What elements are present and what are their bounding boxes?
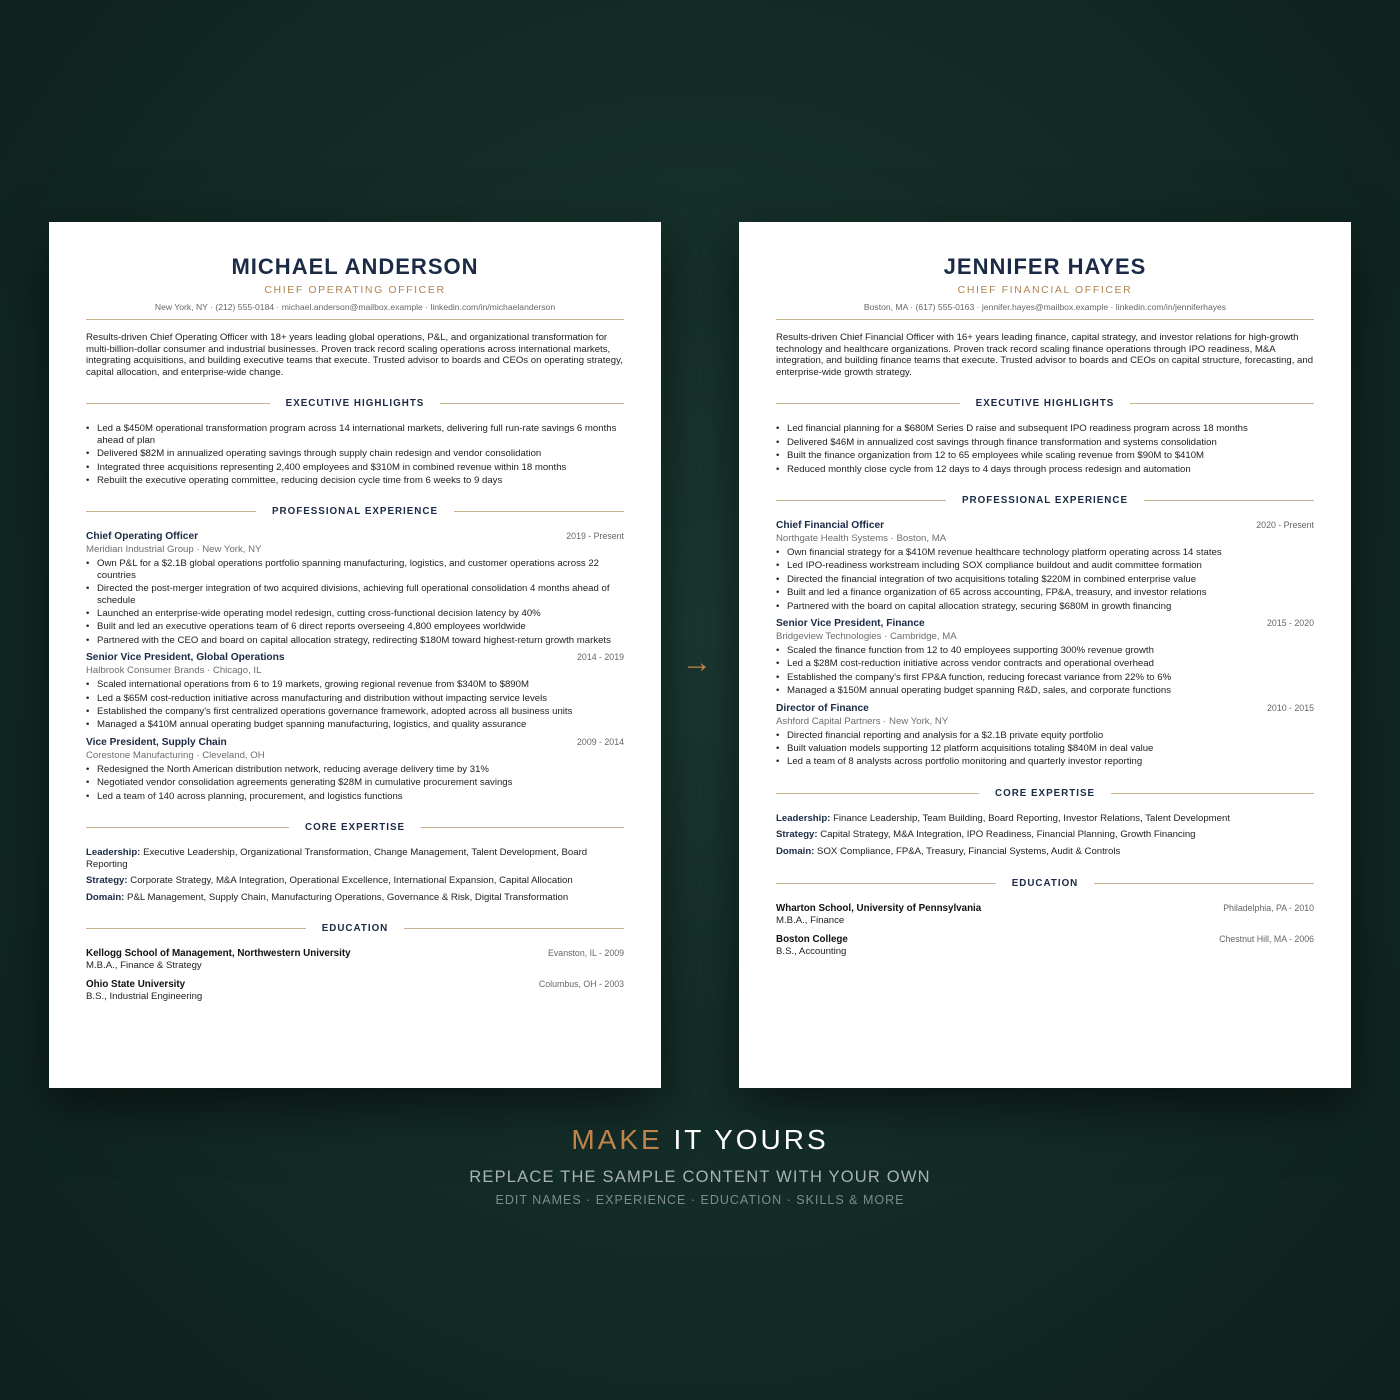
job-bullets: [776, 645, 1314, 697]
cta-subtitle: REPLACE THE SAMPLE CONTENT WITH YOUR OWN: [469, 1168, 931, 1186]
expertise-text: Corporate Strategy, M&A Integration, Operational Excellence, International Expansion, Capital Allocation: [130, 875, 573, 887]
job-bullet: • Launched an enterprise-wide operating model redesign, cutting cross-functional decision latency by 40%: [86, 608, 624, 619]
highlight-item: • Integrated three acquisitions representing 2,400 employees and $310M in combined revenue within 18 months: [86, 462, 624, 473]
contact-line: Boston, MA · (617) 555-0163 · jennifer.hayes@mailbox.example · linkedin.com/in/jenniferhayes: [863, 302, 1227, 312]
candidate-name: JENNIFER HAYES: [943, 254, 1147, 279]
expertise-label: Domain:: [86, 891, 125, 903]
expertise-label: Leadership:: [86, 847, 141, 859]
education-entry: [86, 948, 624, 971]
job-bullet: • Directed the financial integration of two acquisitions totaling $220M in combined enterprise value: [776, 574, 1314, 585]
job-bullets: [86, 764, 624, 802]
expertise-text: SOX Compliance, FP&A, Treasury, Financial Systems, Audit & Controls: [817, 846, 1121, 858]
job-bullet: • Led a $28M cost-reduction initiative across vendor contracts and operational overhead: [776, 658, 1314, 669]
expertise-line: [86, 875, 624, 887]
education-place: Philadelphia, PA - 2010: [1223, 902, 1314, 913]
section-rule: [454, 511, 624, 512]
cta-block: [0, 1124, 1400, 1207]
job-entry: [776, 618, 1314, 697]
job-bullet: • Led a $65M cost-reduction initiative across manufacturing and distribution without impacting service levels: [86, 693, 624, 704]
education-header: [776, 903, 1314, 914]
expertise-heading: [86, 822, 624, 833]
education-entry: [776, 903, 1314, 926]
expertise-label: Leadership:: [776, 812, 831, 824]
job-dates: 2015 - 2020: [1267, 618, 1314, 629]
experience-heading: [776, 495, 1314, 506]
job-company: Meridian Industrial Group · New York, NY: [86, 544, 262, 556]
resume-sample-right: [739, 222, 1351, 1088]
education-degree: M.B.A., Finance & Strategy: [86, 960, 202, 972]
job-bullet: • Built and led a finance organization of 65 across accounting, FP&A, treasury, and investor relations: [776, 587, 1314, 598]
job-company: Ashford Capital Partners · New York, NY: [776, 715, 949, 727]
highlight-item: • Reduced monthly close cycle from 12 days to 4 days through process redesign and automation: [776, 464, 1314, 475]
candidate-title: CHIEF FINANCIAL OFFICER: [957, 284, 1133, 296]
job-title: Vice President, Supply Chain: [86, 736, 227, 748]
job-header: [776, 703, 1314, 714]
section-rule: [776, 793, 979, 794]
job-bullet: • Own P&L for a $2.1B global operations portfolio spanning manufacturing, logistics, and customer operations across 22 countries: [86, 558, 624, 581]
job-bullet: • Managed a $150M annual operating budget spanning R&D, sales, and corporate functions: [776, 685, 1314, 696]
highlight-item: • Delivered $46M in annualized cost savings through finance transformation and systems consolidation: [776, 437, 1314, 448]
expertise-text: Executive Leadership, Organizational Transformation, Change Management, Talent Development, Board Reporting: [86, 847, 588, 870]
expertise-line: [776, 829, 1314, 841]
section-heading: EDUCATION: [1011, 877, 1079, 889]
job-bullet: • Own financial strategy for a $410M revenue healthcare technology platform operating across 14 states: [776, 547, 1314, 558]
education-header: [776, 934, 1314, 945]
job-header: [776, 520, 1314, 531]
job-bullet: • Directed the post-merger integration of two acquired divisions, achieving full operational consolidation 4 months ahead of schedule: [86, 583, 624, 606]
education-school: Ohio State University: [86, 979, 186, 991]
job-dates: 2014 - 2019: [577, 652, 624, 663]
job-header: [776, 618, 1314, 629]
expertise-line: [776, 813, 1314, 825]
job-dates: 2020 - Present: [1256, 520, 1314, 530]
highlight-item: • Led financial planning for a $680M Series D raise and subsequent IPO readiness program across 18 months: [776, 423, 1314, 434]
education-entry: [86, 979, 624, 1002]
experience-heading: [86, 506, 624, 517]
education-place: Chestnut Hill, MA - 2006: [1219, 933, 1314, 944]
job-header: [86, 652, 624, 663]
expertise-line: [86, 847, 624, 870]
job-title: Chief Operating Officer: [86, 531, 199, 543]
cta-tagline: EDIT NAMES · EXPERIENCE · EDUCATION · SKILLS & MORE: [495, 1193, 905, 1207]
arrow-right-icon: →: [682, 646, 712, 679]
summary: Results-driven Chief Operating Officer with 18+ years leading global operations, P&L, and organizational transformation for multi-billion-dollar consumer and industrial businesses. Proven track record scaling operations across international markets, integrating acquisitions, and building executive teams that execute. Trusted advisor to boards and CEOs on operating strategy, capital allocation, and enterprise-wide change.: [86, 332, 623, 378]
job-bullet: • Directed financial reporting and analysis for a $2.1B private equity portfolio: [776, 730, 1314, 741]
section-rule: [1144, 500, 1314, 501]
candidate-name: MICHAEL ANDERSON: [231, 254, 479, 279]
job-company: Bridgeview Technologies · Cambridge, MA: [776, 631, 957, 643]
job-header: [86, 531, 624, 542]
section-rule: [86, 511, 256, 512]
cta-heading-accent: MAKE: [571, 1124, 663, 1155]
section-rule: [86, 403, 270, 404]
section-heading: PROFESSIONAL EXPERIENCE: [272, 506, 438, 518]
job-bullets: [776, 547, 1314, 612]
job-entry: [776, 703, 1314, 768]
expertise-label: Strategy:: [86, 875, 128, 887]
section-rule: [776, 403, 960, 404]
highlights-list: [86, 423, 624, 486]
job-company: Northgate Health Systems · Boston, MA: [776, 533, 947, 544]
job-bullet: • Led a team of 8 analysts across portfolio monitoring and quarterly investor reporting: [776, 756, 1314, 767]
job-bullet: • Led IPO-readiness workstream including SOX compliance buildout and audit committee formation: [776, 560, 1314, 571]
highlight-item: • Delivered $82M in annualized operating savings through supply chain redesign and vendor consolidation: [86, 448, 624, 459]
education-entry: [776, 934, 1314, 957]
job-bullet: • Scaled international operations from 6 to 19 markets, growing regional revenue from $340M to $890M: [86, 679, 624, 690]
highlights-heading: [86, 398, 624, 409]
job-title: Chief Financial Officer: [776, 520, 885, 531]
job-bullet: • Scaled the finance function from 12 to 40 employees supporting 300% revenue growth: [776, 645, 1314, 656]
education-school: Kellogg School of Management, Northwestern University: [86, 948, 351, 960]
expertise-label: Domain:: [776, 846, 815, 858]
expertise-text: Finance Leadership, Team Building, Board Reporting, Investor Relations, Talent Development: [833, 812, 1231, 824]
expertise-line: [86, 892, 624, 904]
section-rule: [1111, 793, 1314, 794]
section-heading: PROFESSIONAL EXPERIENCE: [962, 495, 1128, 506]
job-company: Halbrook Consumer Brands · Chicago, IL: [86, 665, 262, 677]
cta-heading: [0, 1124, 1400, 1156]
job-dates: 2010 - 2015: [1267, 702, 1314, 713]
education-degree: B.S., Accounting: [776, 945, 847, 957]
section-heading: EDUCATION: [321, 923, 389, 935]
job-bullet: • Established the company's first centralized operations governance framework, adopted across all business units: [86, 706, 624, 717]
job-bullets: [776, 730, 1314, 768]
highlight-item: • Led a $450M operational transformation program across 14 international markets, delivering full run-rate savings 6 months ahead of plan: [86, 423, 624, 446]
job-header: [86, 737, 624, 748]
section-rule: [1094, 883, 1314, 884]
job-entry: [86, 737, 624, 802]
job-dates: 2009 - 2014: [577, 736, 624, 747]
job-bullet: • Led a team of 140 across planning, procurement, and logistics functions: [86, 791, 624, 802]
job-entry: [776, 520, 1314, 612]
expertise-line: [776, 846, 1314, 858]
education-place: Columbus, OH - 2003: [538, 979, 624, 990]
expertise-label: Strategy:: [776, 829, 818, 841]
header-rule: [776, 319, 1314, 320]
job-dates: 2019 - Present: [566, 531, 624, 542]
job-title: Senior Vice President, Global Operations: [86, 652, 285, 664]
section-heading: CORE EXPERTISE: [995, 787, 1096, 799]
section-rule: [86, 827, 289, 828]
cta-heading-rest: IT YOURS: [662, 1124, 829, 1155]
education-heading: [86, 923, 624, 934]
job-bullet: • Built valuation models supporting 12 platform acquisitions totaling $840M in deal value: [776, 743, 1314, 754]
highlights-heading: [776, 398, 1314, 409]
job-bullets: [86, 558, 624, 646]
education-degree: B.S., Industrial Engineering: [86, 991, 203, 1003]
contact-line: New York, NY · (212) 555-0184 · michael.anderson@mailbox.example · linkedin.com/in/michaelanderson: [154, 302, 556, 312]
education-school: Wharton School, University of Pennsylvania: [776, 902, 982, 914]
education-header: [86, 948, 624, 959]
job-entry: [86, 652, 624, 731]
job-bullet: • Managed a $410M annual operating budget spanning manufacturing, logistics, and quality assurance: [86, 719, 624, 730]
section-rule: [1130, 403, 1314, 404]
resume-sample-left: [49, 222, 661, 1088]
education-place: Evanston, IL - 2009: [548, 948, 624, 959]
education-header: [86, 979, 624, 990]
header-rule: [86, 319, 624, 320]
section-rule: [440, 403, 624, 404]
section-heading: CORE EXPERTISE: [305, 822, 406, 834]
job-bullet: • Negotiated vendor consolidation agreements generating $28M in cumulative procurement savings: [86, 777, 624, 788]
highlight-item: • Built the finance organization from 12 to 65 employees while scaling revenue from $90M to $410M: [776, 450, 1314, 461]
job-bullet: • Built and led an executive operations team of 6 direct reports overseeing 4,800 employees worldwide: [86, 621, 624, 632]
job-bullet: • Established the company's first FP&A function, reducing forecast variance from 22% to 6%: [776, 672, 1314, 683]
summary: Results-driven Chief Financial Officer with 16+ years leading finance, capital strategy, and investor relations for high-growth technology and healthcare organizations. Proven track record scaling finance operations through IPO readiness, M&A integration, and building finance teams that execute. Trusted advisor to boards and CEOs on capital structure, forecasting, and enterprise-wide growth strategy.: [776, 332, 1314, 378]
expertise-text: Capital Strategy, M&A Integration, IPO Readiness, Financial Planning, Growth Financing: [820, 829, 1196, 841]
expertise-heading: [776, 788, 1314, 799]
section-heading: EXECUTIVE HIGHLIGHTS: [285, 398, 425, 410]
job-bullet: • Partnered with the CEO and board on capital allocation strategy, redirecting $180M toward highest-return growth markets: [86, 635, 624, 646]
job-company: Corestone Manufacturing · Cleveland, OH: [86, 749, 265, 761]
section-rule: [421, 827, 624, 828]
candidate-title: CHIEF OPERATING OFFICER: [264, 284, 446, 296]
education-degree: M.B.A., Finance: [776, 914, 845, 926]
section-rule: [404, 928, 624, 929]
job-entry: [86, 531, 624, 646]
expertise-text: P&L Management, Supply Chain, Manufacturing Operations, Governance & Risk, Digital Transformation: [127, 891, 569, 903]
job-bullet: • Partnered with the board on capital allocation strategy, securing $680M in growth financing: [776, 601, 1314, 612]
section-rule: [776, 883, 996, 884]
education-school: Boston College: [776, 933, 848, 945]
highlight-item: • Rebuilt the executive operating committee, reducing decision cycle time from 6 weeks to 9 days: [86, 475, 624, 486]
section-heading: EXECUTIVE HIGHLIGHTS: [975, 398, 1115, 410]
highlights-list: [776, 423, 1314, 475]
education-heading: [776, 878, 1314, 889]
job-title: Director of Finance: [776, 702, 869, 714]
section-rule: [86, 928, 306, 929]
job-bullet: • Redesigned the North American distribution network, reducing average delivery time by 31%: [86, 764, 624, 775]
job-bullets: [86, 679, 624, 731]
job-title: Senior Vice President, Finance: [776, 618, 925, 630]
section-rule: [776, 500, 946, 501]
